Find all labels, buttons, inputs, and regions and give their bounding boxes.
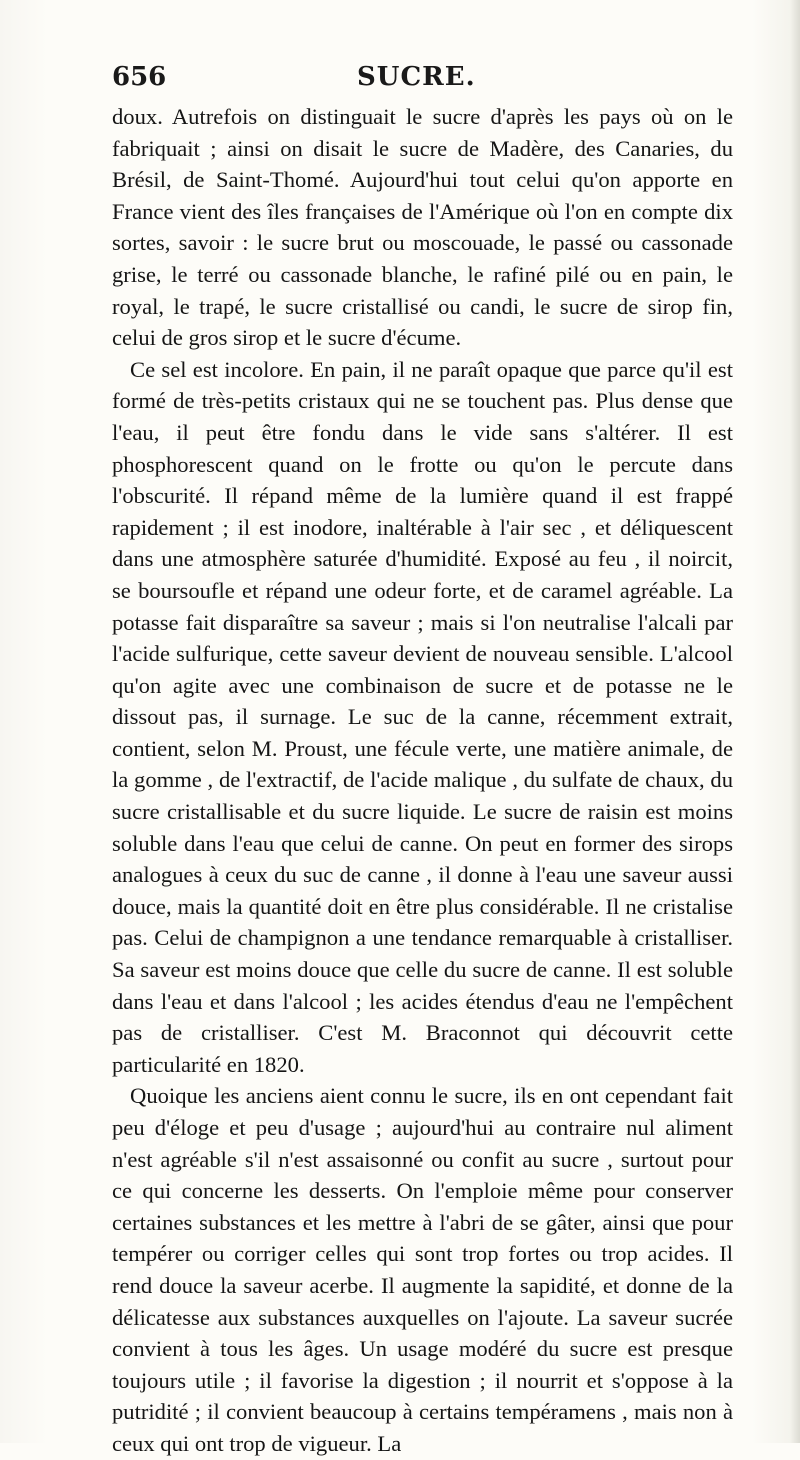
paragraph-1: doux. Autrefois on distinguait le sucre d'après les pays où on le fabriquait ; ainsi on disait le sucre de Madère, des Canaries, du Brésil, de Saint-Thomé. Aujourd'hui tout celui qu'on apporte en France vient des îles françaises de l'Amérique où l'on en compte dix sortes, savoir : le sucre brut ou moscouade, le passé ou cassonade grise, le terré ou cassonade blanche, le rafiné pilé ou en pain, le royal, le trapé, le sucre cristallisé ou candi, le sucre de sirop fin, celui de gros sirop et le sucre d'écume. [112,104,733,351]
page-number: 656 [112,62,167,92]
page-header [112,62,732,102]
running-title: SUCRE. [357,62,476,92]
paragraph-3: Quoique les anciens aient connu le sucre, ils en ont cependant fait peu d'éloge et peu d'usage ; aujourd'hui au contraire nul aliment n'est agréable s'il n'est assaisonné ou confit au sucre , surtout pour ce qui concerne les desserts. On l'emploie même pour conserver certaines substances et les mettre à l'abri de se gâter, ainsi que pour tempérer ou corriger celles qui sont trop fortes ou trop acides. Il rend douce la saveur acerbe. Il augmente la sapidité, et donne de la délicatesse aux substances auxquelles on l'ajoute. La saveur sucrée convient à tous les âges. Un usage modéré du sucre est presque toujours utile ; il favorise la digestion ; il nourrit et s'oppose à la putridité ; il convient beaucoup à certains tempéramens , mais non à ceux qui ont trop de vigueur. La [112,1083,733,1456]
page-edge-shadow [790,0,800,1443]
body-text [112,101,733,1460]
paragraph-2: Ce sel est incolore. En pain, il ne paraît opaque que parce qu'il est formé de très-petits cristaux qui ne se touchent pas. Plus dense que l'eau, il peut être fondu dans le vide sans s'altérer. Il est phosphorescent quand on le frotte ou qu'on le percute dans l'obscurité. Il répand même de la lumière quand il est frappé rapidement ; il est inodore, inaltérable à l'air sec , et déliquescent dans une atmosphère saturée d'humidité. Exposé au feu , il noircit, se boursoufle et répand une odeur forte, et de caramel agréable. La potasse fait disparaître sa saveur ; mais si l'on neutralise l'alcali par l'acide sulfurique, cette saveur devient de nouveau sensible. L'alcool qu'on agite avec une combinaison de sucre et de potasse ne le dissout pas, il surnage. Le suc de la canne, récemment extrait, contient, selon M. Proust, une fécule verte, une matière animale, de la gomme , de l'extractif, de l'acide malique , du sulfate de chaux, du sucre cristallisable et du sucre liquide. Le sucre de raisin est moins soluble dans l'eau que celui de canne. On peut en former des sirops analogues à ceux du suc de canne , il donne à l'eau une saveur aussi douce, mais la quantité doit en être plus considérable. Il ne cristalise pas. Celui de champignon a une tendance remarquable à cristalliser. Sa saveur est moins douce que celle du sucre de canne. Il est soluble dans l'eau et dans l'alcool ; les acides étendus d'eau ne l'empêchent pas de cristalliser. C'est M. Braconnot qui découvrit cette particularité en 1820. [112,356,733,1077]
